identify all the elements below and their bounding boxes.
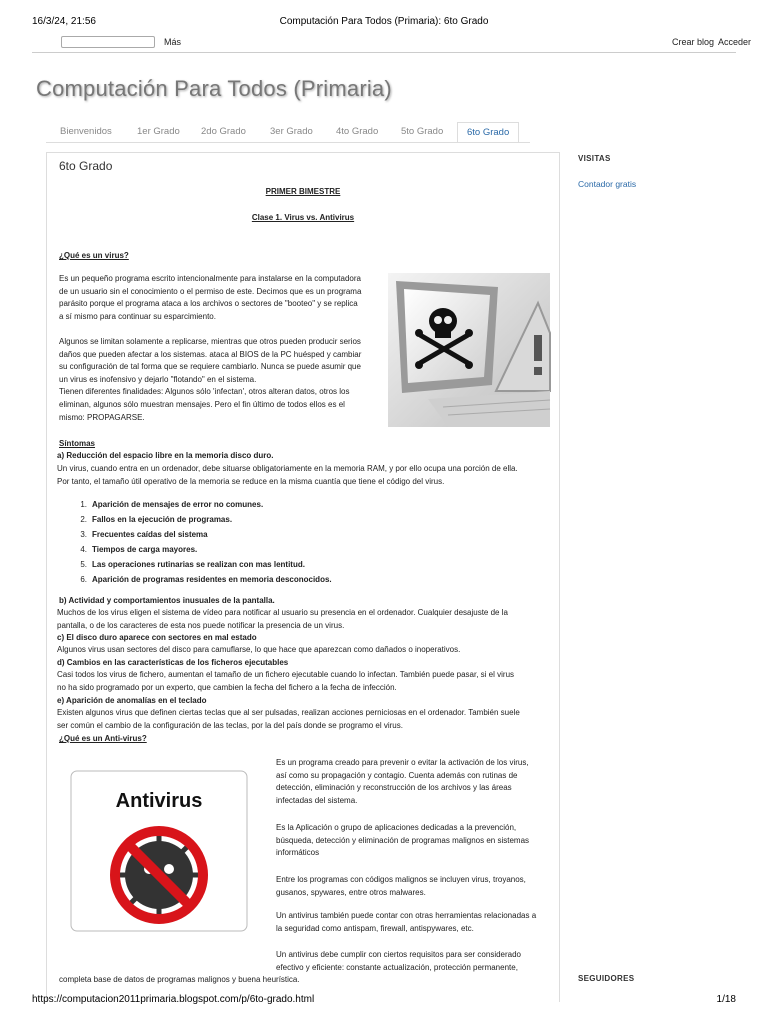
sintoma-a-heading: a) Reducción del espacio libre en la memoria disco duro.: [57, 451, 274, 460]
more-link[interactable]: Más: [164, 37, 182, 47]
list-item-text: Aparición de programas residentes en memoria desconocidos.: [92, 575, 332, 584]
antivirus-paragraph-1: [276, 757, 550, 807]
list-item-text: Las operaciones rutinarias se realizan con mas lentitud.: [92, 560, 305, 569]
text-line: Un virus, cuando entra en un ordenador, debe situarse obligatoriamente en la memoria RAM, y por ello ocupa una porción de ella.: [57, 464, 518, 473]
tab-5to-grado[interactable]: 5to Grado: [401, 126, 444, 137]
sign-in-link[interactable]: Acceder: [718, 37, 752, 47]
text-line: Es la Aplicación o grupo de aplicaciones dedicadas a la prevención,: [276, 823, 517, 832]
list-number: 1.: [80, 500, 87, 509]
list-number: 5.: [80, 560, 87, 569]
create-blog-link[interactable]: Crear blog: [671, 37, 714, 47]
text-line: la seguridad como antispam, firewall, antispywares, etc.: [276, 923, 474, 933]
symptom-list: [75, 497, 332, 587]
clase-heading: Clase 1. Virus vs. Antivirus: [251, 213, 355, 222]
seguidores-heading: SEGUIDORES: [578, 974, 635, 983]
text-line: efectivo y eficiente: constante actualización, protección permanente,: [276, 962, 518, 972]
tab-6to-grado[interactable]: 6to Grado: [457, 122, 519, 143]
list-item-text: Frecuentes caídas del sistema: [92, 530, 208, 539]
list-number: 4.: [80, 545, 87, 554]
list-number: 6.: [80, 575, 87, 584]
text-line: búsqueda, detección y eliminación de programas malignos en sistemas: [276, 835, 530, 845]
antivirus-paragraph-5-last: completa base de datos de programas malignos y buena heurística.: [59, 975, 300, 984]
tab-3er-grado[interactable]: 3er Grado: [270, 126, 313, 137]
antivirus-image: [59, 757, 259, 943]
text-line: Algunos se limitan solamente a replicarse, mientras que otros pueden producir serios: [59, 337, 361, 346]
list-number: 3.: [80, 530, 87, 539]
print-footer: [32, 994, 736, 1008]
text-line: Es un pequeño programa escrito intencionalmente para instalarse en la computadora: [59, 274, 361, 283]
sintoma-b-heading: b) Actividad y comportamientos inusuales de la pantalla.: [59, 596, 275, 605]
visitas-heading: VISITAS: [578, 154, 611, 163]
search-input[interactable]: [61, 36, 155, 48]
text-line: Por tanto, el tamaño útil operativo de la memoria se reduce en la misma cuantía que tiene el código del virus.: [57, 476, 445, 486]
text-line: Un antivirus debe cumplir con ciertos requisitos para ser considerado: [276, 950, 522, 959]
tab-bienvenidos[interactable]: Bienvenidos: [60, 126, 112, 137]
virus-paragraph-1: [59, 273, 383, 323]
sintoma-d-text: [57, 669, 553, 694]
print-url: https://computacion2011primaria.blogspot.com/p/6to-grado.html: [32, 994, 315, 1005]
post-container: [46, 152, 560, 1002]
virus-monitor-image: [388, 273, 550, 427]
virus-question: ¿Qué es un virus?: [59, 251, 129, 260]
text-line: ser común el cambio de la configuración de las teclas, por la del país donde se programo el virus.: [57, 720, 403, 730]
print-datetime: 16/3/24, 21:56: [32, 16, 96, 27]
text-line: pantalla, o de los caracteres de esta nos puede notificar la presencia de un virus.: [57, 620, 345, 630]
text-line: mismo: PROPAGARSE.: [59, 412, 145, 422]
sintoma-c-text: Algunos virus usan sectores del disco para camuflarse, lo que hace que aparezcan como dañados o inoperativos.: [57, 645, 461, 654]
blog-title[interactable]: Computación Para Todos (Primaria): [36, 76, 392, 101]
text-line: Existen algunos virus que definen ciertas teclas que al ser pulsadas, realizan acciones perniciosas en el ordenador. También suele: [57, 708, 520, 717]
post-title: 6to Grado: [59, 159, 113, 173]
text-line: Muchos de los virus eligen el sistema de vídeo para notificar al usuario su presencia en el ordenador. Cualquier desajuste de la: [57, 608, 508, 617]
sintoma-c-heading: c) El disco duro aparece con sectores en mal estado: [57, 633, 257, 642]
sintoma-a-text: [57, 463, 553, 488]
text-line: su configuración de tal forma que se requiere cambiarlo. Nunca se puede asumir que: [59, 362, 361, 372]
text-line: infectadas del sistema.: [276, 795, 358, 805]
list-item: [75, 497, 332, 512]
sintoma-e-heading: e) Aparición de anomalías en el teclado: [57, 696, 207, 705]
virus-paragraph-2: [59, 336, 383, 424]
blogger-navbar: [32, 34, 752, 52]
antivirus-paragraph-5: [276, 949, 550, 974]
tab-1er-grado[interactable]: 1er Grado: [137, 126, 180, 137]
contador-gratis-link[interactable]: Contador gratis: [578, 179, 637, 189]
list-item-text: Tiempos de carga mayores.: [92, 545, 198, 554]
text-line: un virus es inofensivo y dejarlo "flotando" en el sistema.: [59, 374, 257, 384]
list-item: [75, 527, 332, 542]
list-number: 2.: [80, 515, 87, 524]
antivirus-image-text: Antivirus: [115, 790, 203, 812]
list-item: [75, 512, 332, 527]
list-item-text: Aparición de mensajes de error no comunes.: [92, 500, 264, 509]
text-line: a sí mismo para continuar su esparcimiento.: [59, 311, 216, 321]
sintomas-heading: Síntomas: [59, 439, 96, 448]
antivirus-paragraph-2: [276, 822, 550, 860]
tab-4to-grado[interactable]: 4to Grado: [336, 126, 379, 137]
antivirus-paragraph-3: [276, 874, 550, 899]
sintoma-d-heading: d) Cambios en las características de los ficheros ejecutables: [57, 658, 289, 667]
text-line: así como su propagación y contagio. Cuenta además con rutinas de: [276, 770, 518, 780]
text-line: detección, eliminación y reconstrucción de los archivos y las áreas: [276, 783, 512, 793]
list-item: [75, 542, 332, 557]
tab-2do-grado[interactable]: 2do Grado: [201, 126, 246, 137]
text-line: Casi todos los virus de fichero, aumentan el tamaño de un fichero ejecutable cuando lo infectan. También puede pasar, si el virus: [57, 670, 515, 679]
antivirus-question: ¿Qué es un Anti-virus?: [59, 734, 147, 743]
list-item: [75, 557, 332, 572]
text-line: no ha sido programado por un experto, que cambien la fecha del fichero a la fecha de infección.: [57, 682, 397, 692]
text-line: gusanos, spywares, entre otros malwares.: [276, 887, 426, 897]
text-line: Un antivirus también puede contar con otras herramientas relacionadas a: [276, 911, 537, 920]
text-line: eliminan, algunos sólo muestran mensajes. Pero el fin último de todos ellos es el: [59, 399, 345, 409]
text-line: Es un programa creado para prevenir o evitar la activación de los virus,: [276, 758, 529, 767]
print-page-number: 1/18: [716, 994, 736, 1005]
text-line: daños que pueden afectar a los sistemas. ataca al BIOS de la PC huésped y cambiar: [59, 349, 362, 359]
text-line: parásito porque el programa ataca a los archivos o sectores de "booteo" y se replica: [59, 299, 358, 309]
sintoma-b-text: [57, 607, 553, 632]
tabs-divider: [46, 142, 530, 143]
text-line: Entre los programas con códigos malignos se incluyen virus, troyanos,: [276, 875, 526, 884]
bimestre-heading: PRIMER BIMESTRE: [265, 187, 341, 196]
list-item: [75, 572, 332, 587]
text-line: de un usuario sin el conocimiento o el permiso de este. Decimos que es un programa: [59, 286, 362, 296]
navbar-divider: [32, 52, 736, 53]
text-line: Tienen diferentes finalidades: Algunos sólo 'infectan', otros alteran datos, otros los: [59, 387, 350, 397]
list-item-text: Fallos en la ejecución de programas.: [92, 515, 233, 524]
sintoma-e-text: [57, 707, 553, 732]
text-line: informáticos: [276, 848, 320, 858]
print-header: [32, 16, 736, 30]
print-doc-title: Computación Para Todos (Primaria): 6to Grado: [279, 16, 489, 27]
antivirus-paragraph-4: [276, 910, 550, 935]
